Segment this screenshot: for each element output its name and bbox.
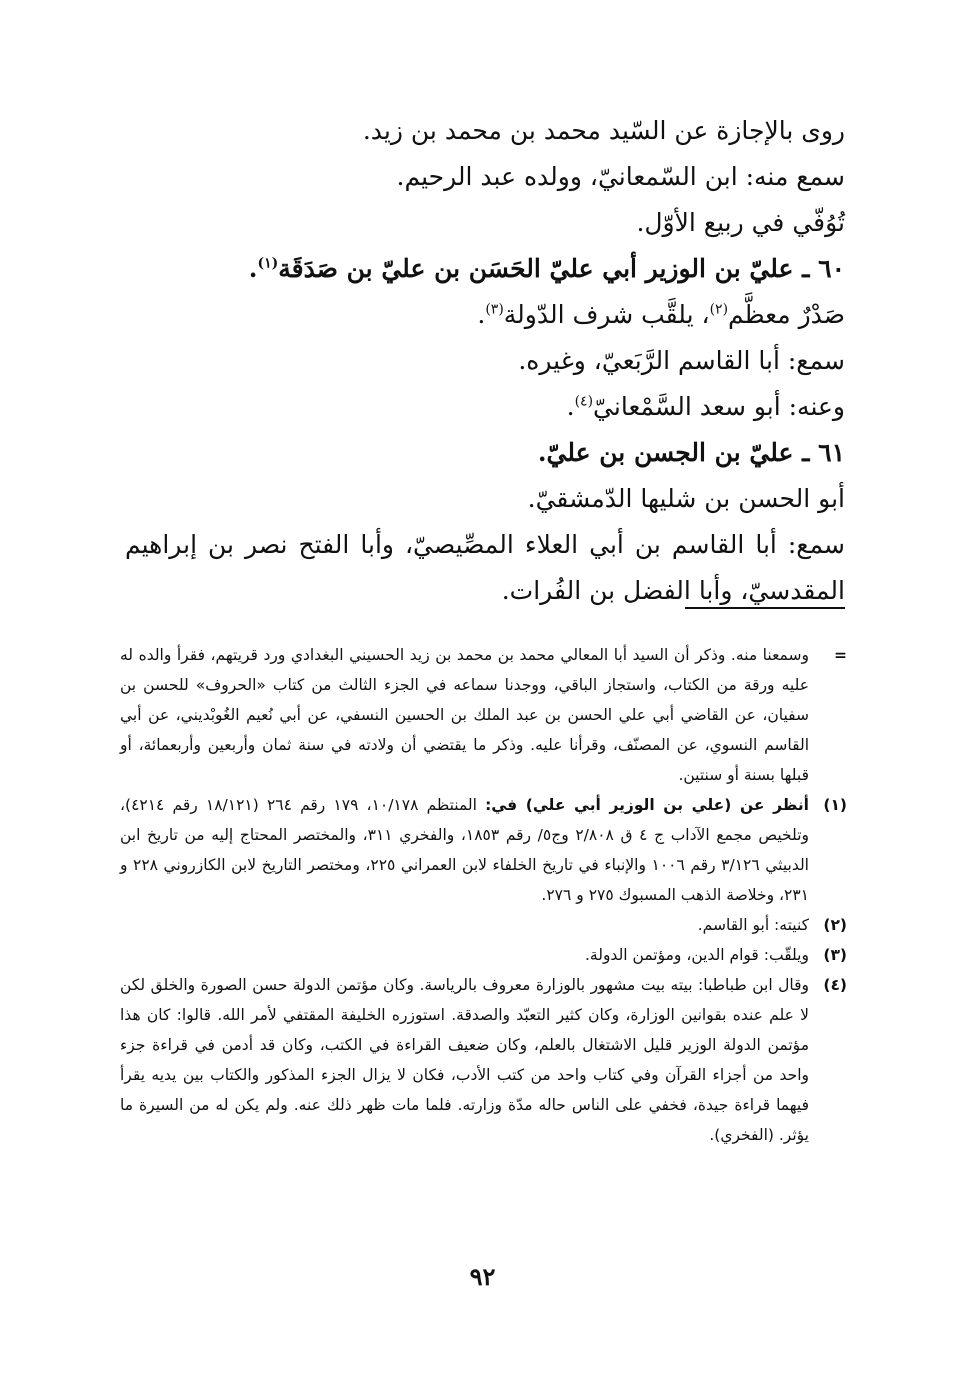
text-line <box>125 292 845 338</box>
text-segment: . <box>477 300 486 329</box>
text-segment: صَدْرٌ معظَّم <box>728 300 845 329</box>
text-line: أبو الحسن بن شليها الدّمشقيّ. <box>527 484 845 513</box>
entry-heading-text: ٦٠ ـ عليّ بن الوزير أبي عليّ الحَسَن بن عليّ بن صَدَقَة <box>278 254 845 283</box>
page-number: ٩٢ <box>469 1262 496 1291</box>
footnote-mark: = <box>834 646 847 664</box>
text-segment: . <box>566 392 575 421</box>
footnote-continuation <box>120 640 847 790</box>
footnote-text: وقال ابن طباطبا: بيته بيت مشهور بالوزارة معروف بالرياسة. وكان مؤتمن الدولة حسن الصورة والخلق لكن لا علم عنده بقوانين الوزارة، وكان كثير التعبّد والصدقة. استوزره الخليفة المقتفي لأمر الله. قالوا: كان هذا مؤتمن الدولة الوزير قليل الاشتغال بالعلم، وكان ضعيف القراءة في الكتب، وكان قد أدمن في قراءة جزء واحد من أجزاء القرآن وفي كتاب واحد من كتب الأدب، فكان لا يزال الجزء المذكور والكتاب بين يديه يقرأ فيهما قراءة جيدة، فخفي على الناس حاله مدّة وزارته. فلما مات ظهر ذلك عنه. ولم يكن له من السيرة ما يؤثر. (الفخري). <box>120 976 809 1144</box>
footnote-lead: أنظر عن (علي بن الوزير أبي علي) في: <box>485 796 809 814</box>
footnote-text: وسمعنا منه. وذكر أن السيد أبا المعالي محمد بن محمد بن زيد الحسيني البغدادي ورد قريتهم، فقرأ والده له عليه ورقة من الكتاب، واستجاز الباقي، ووجدنا سماعه في الجزء الثالث من كتاب «الحروف» للحسن بن سفيان، عن القاضي أبي علي الحسن بن عبد الملك بن الحسين النسفي، عن أبي نُعيم الغُوبْديني، عن أبي القاسم النسوي، عن المصنّف، وقرأنا عليه. وذكر ما يقتضي أن ولادته في سنة ثمان وأربعين وأربعمائة، أو قبلها بسنة أو سنتين. <box>120 646 809 784</box>
footnote-2 <box>120 910 847 940</box>
footnote-separator <box>685 607 845 609</box>
footnote-ref: (٢) <box>709 301 729 318</box>
footnote-mark: (٢) <box>823 916 847 934</box>
footnote-ref: (٤) <box>574 393 594 410</box>
footnote-text: المنتظم ١٠/١٧٨، ١٧٩ رقم ٢٦٤ (١٨/١٢١ رقم ٤٢١٤)، وتلخيص مجمع الآداب ج ٤ ق ٢/٨٠٨ وج٥/ رقم ١٨٥٣، والفخري ٣١١، والمختصر المحتاج إليه من تاريخ ابن الدبيثي ٣/١٢٦ رقم ١٠٠٦ والإنباء في تاريخ الخلفاء لابن العمراني ٢٢٥، ومختصر التاريخ لابن الكازروني ٢٢٨ و ٢٣١، وخلاصة الذهب المسبوك ٢٧٥ و ٢٧٦. <box>120 796 809 904</box>
footnote-4 <box>120 970 847 1150</box>
entry-heading-61: ٦١ ـ عليّ بن الجسن بن عليّ. <box>537 438 845 467</box>
text-line <box>125 384 845 430</box>
text-segment: ، يلقَّب شرف الدّولة <box>503 300 710 329</box>
footnote-text: ويلقّب: قوام الدين، ومؤتمن الدولة. <box>584 946 809 964</box>
footnote-mark: (٣) <box>823 946 847 964</box>
entry-heading-end: . <box>248 254 258 283</box>
text-line: سمع منه: ابن السّمعانيّ، وولده عبد الرحيم. <box>396 162 845 191</box>
entry-heading-60 <box>125 246 845 292</box>
text-line: تُوُفّي في ربيع الأوّل. <box>636 208 845 237</box>
footnote-ref: (٣) <box>485 301 504 318</box>
main-text <box>125 108 845 614</box>
footnote-mark: (٤) <box>823 976 847 994</box>
footnote-ref: (١) <box>257 255 279 272</box>
text-paragraph: سمع: أبا القاسم بن أبي العلاء المصِّيصيّ، وأبا الفتح نصر بن إبراهيم المقدسيّ، وأبا الفضل بن الفُرات. <box>125 530 845 605</box>
text-line: روى بالإجازة عن السّيد محمد بن محمد بن زيد. <box>362 116 845 145</box>
footnote-mark: (١) <box>823 796 847 814</box>
text-line: سمع: أبا القاسم الرَّبَعيّ، وغيره. <box>518 346 845 375</box>
text-segment: وعنه: أبو سعد السَّمْعانيّ <box>593 392 845 421</box>
footnote-text: كنيته: أبو القاسم. <box>697 916 809 934</box>
footnote-1 <box>120 790 847 910</box>
footnotes <box>120 640 847 1150</box>
footnote-3 <box>120 940 847 970</box>
